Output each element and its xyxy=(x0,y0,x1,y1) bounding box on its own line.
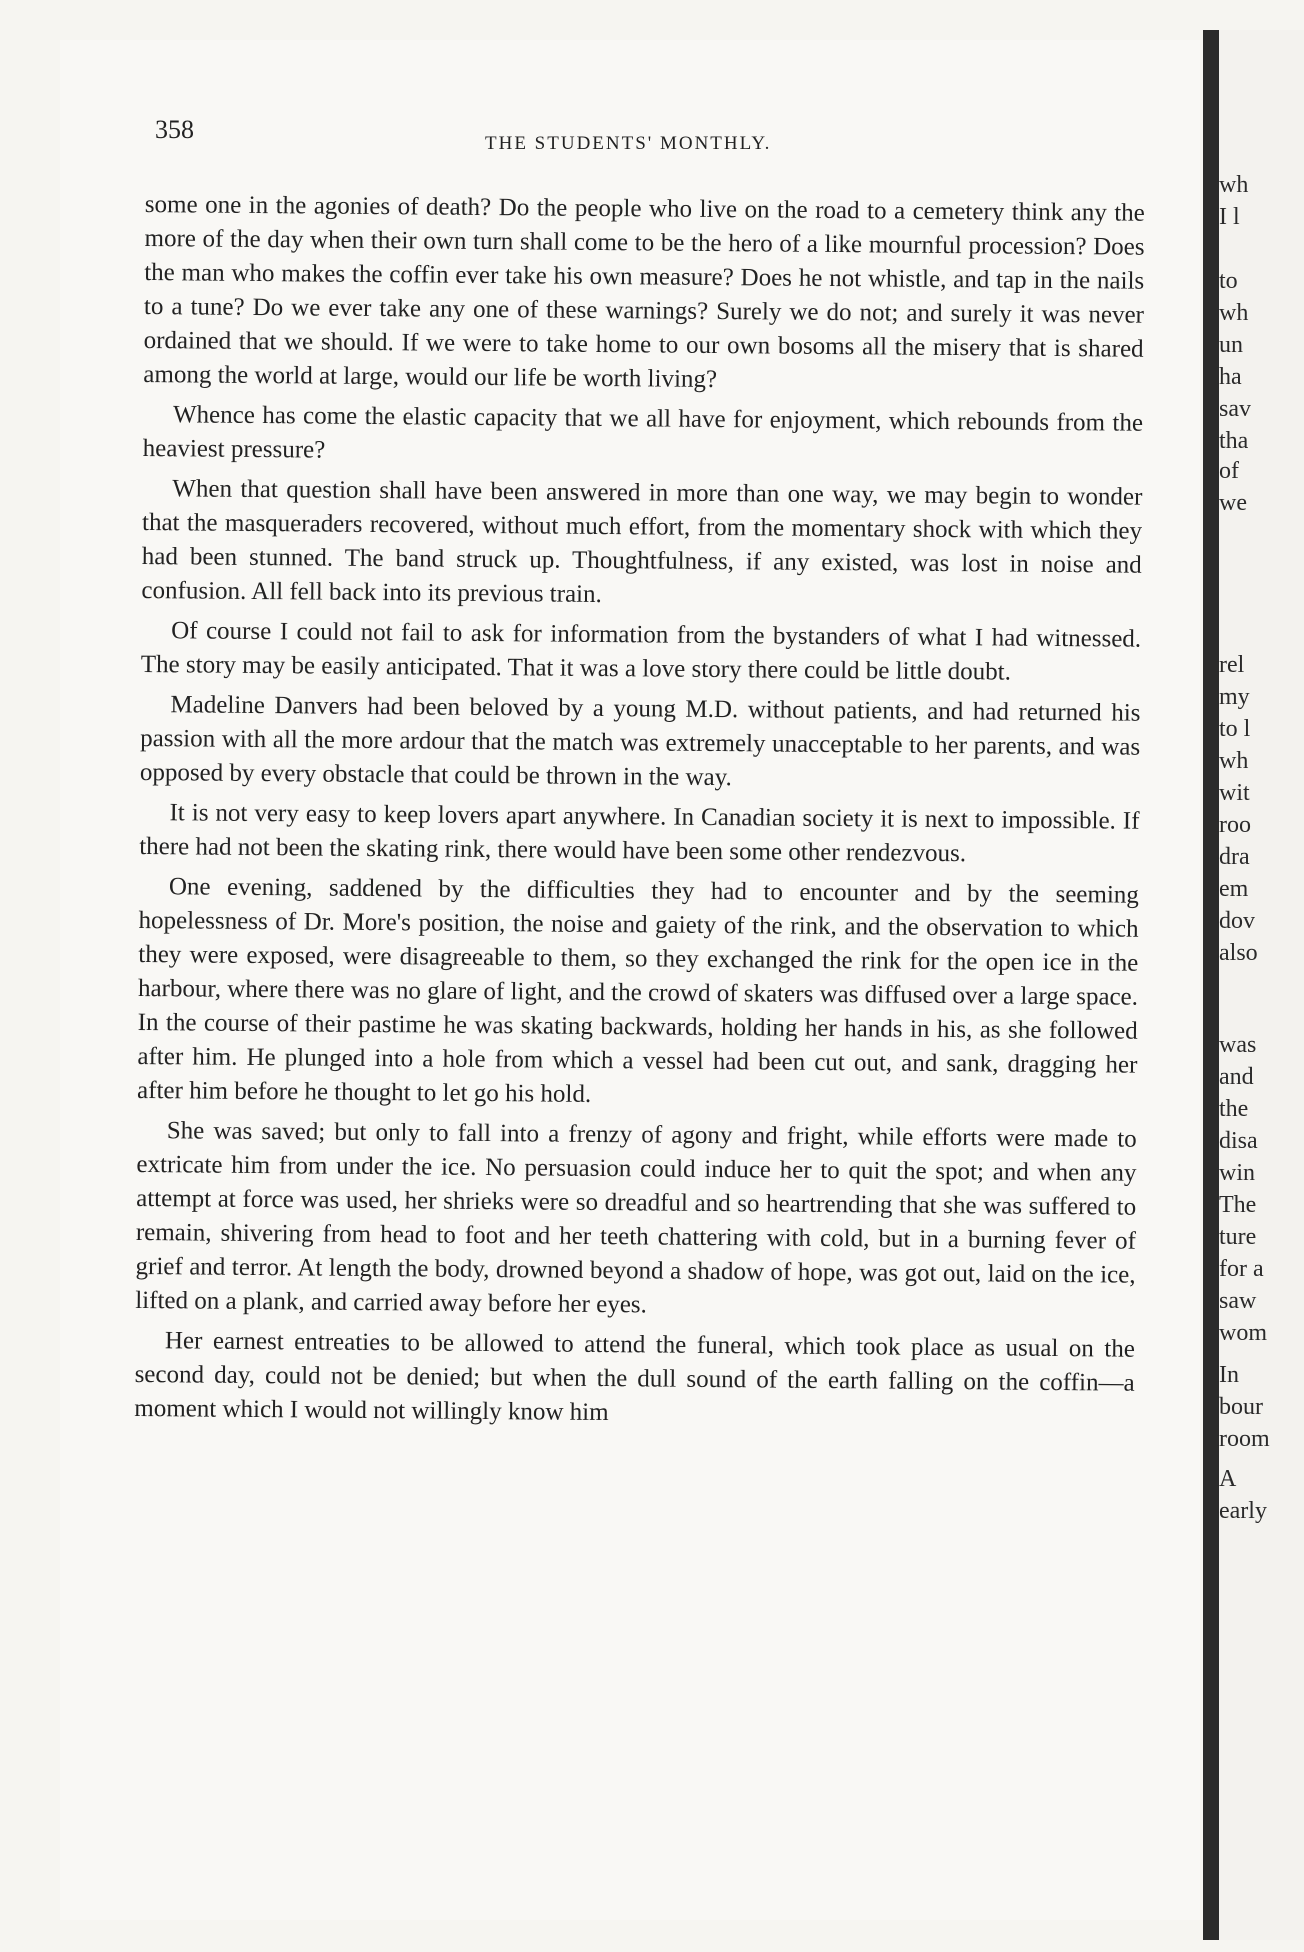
facing-line: the xyxy=(1219,1096,1249,1122)
facing-line: sav xyxy=(1219,396,1251,422)
facing-line: wh xyxy=(1219,300,1249,326)
facing-line: In xyxy=(1219,1362,1239,1388)
page-header xyxy=(155,115,1145,165)
facing-line: tha xyxy=(1219,428,1249,454)
running-head: THE STUDENTS' MONTHLY. xyxy=(485,133,772,154)
paragraph: It is not very easy to keep lovers apart anywhere. In Canadian society it is next to impossible. If there had not been the skating rink, there would have been some other rendezvous. xyxy=(139,799,1140,868)
paragraph: One evening, saddened by the difficulties they had to encounter and by the seeming hopelessness of Dr. More's position, the noise and gaiety of the rink, and the observation to which they were exposed, were disagreeable to them, so they exchanged the rink for the open ice in the harbour, where there was no glare of light, and the crowd of skaters was diffused over a large space. In the course of their pastime he was skating backwards, holding her hands in his, as she followed after him. He plunged into a hole from which a vessel had been cut out, and sank, dragging her after him before he thought to let go his hold. xyxy=(137,873,1139,1108)
paragraph: some one in the agonies of death? Do the people who live on the road to a cemetery think any the more of the day when their own turn shall come to be the hero of a like mournful procession? Does the man who makes the coffin ever take his own measure? Does he not whistle, and tap in the nails to a tune? Do we ever take any one of these warnings? Surely we do not; and surely it was never ordained that we should. If we were to take home to our own bosoms all the misery that is shared among the world at large, would our life be worth living? xyxy=(143,190,1145,393)
book-gutter xyxy=(1203,30,1219,1940)
facing-line: disa xyxy=(1219,1128,1258,1154)
facing-line: dov xyxy=(1219,908,1255,934)
facing-line: ture xyxy=(1219,1224,1257,1250)
facing-line: and xyxy=(1219,1064,1254,1090)
facing-line: also xyxy=(1219,940,1258,966)
facing-line: room xyxy=(1219,1426,1270,1452)
paragraph: When that question shall have been answered in more than one way, we may begin to wonder that the masqueraders recovered, without much effort, from the momentary shock with which they had been stunned. The band struck up. Thoughtfulness, if any existed, was lost in noise and confusion. All fell back into its previous train. xyxy=(141,475,1143,609)
facing-line: my xyxy=(1219,684,1250,710)
facing-line: to xyxy=(1219,268,1238,294)
facing-line: bour xyxy=(1219,1394,1263,1420)
page-number: 358 xyxy=(155,115,194,144)
facing-line: wh xyxy=(1219,172,1249,198)
facing-line: ha xyxy=(1219,364,1242,390)
body-text xyxy=(134,188,1145,1441)
facing-line: wom xyxy=(1219,1320,1267,1346)
facing-line: em xyxy=(1219,876,1249,902)
paragraph: Of course I could not fail to ask for information from the bystanders of what I had witnessed. The story may be easily anticipated. That it was a love story there could be little doubt. xyxy=(140,617,1142,686)
facing-line: of xyxy=(1219,458,1239,484)
facing-page-fragment xyxy=(1219,30,1304,1940)
facing-line: win xyxy=(1219,1160,1255,1186)
facing-line: rel xyxy=(1219,652,1245,678)
facing-line: A xyxy=(1219,1466,1237,1492)
facing-line: un xyxy=(1219,332,1243,358)
facing-line: to l xyxy=(1219,716,1251,742)
facing-line: roo xyxy=(1219,812,1251,838)
paragraph: Madeline Danvers had been beloved by a young M.D. without patients, and had returned his passion with all the more ardour that the match was extremely unacceptable to her parents, and was opposed by every obstacle that could be thrown in the way. xyxy=(139,691,1141,792)
facing-line: dra xyxy=(1219,844,1250,870)
paragraph: She was saved; but only to fall into a frenzy of agony and fright, while efforts were made to extricate him from under the ice. No persuasion could induce her to quit the spot; and when any attempt at force was used, her shrieks were so dreadful and so heartrending that she was suffered to remain, shivering from head to foot and her teeth chattering with cold, but in a burning fever of grief and terror. At length the body, drowned beyond a shadow of hope, was got out, laid on the ice, lifted on a plank, and carried away before her eyes. xyxy=(135,1117,1137,1319)
facing-line: wit xyxy=(1219,780,1250,806)
facing-line: for a xyxy=(1219,1256,1264,1282)
facing-line: saw xyxy=(1219,1288,1257,1314)
facing-line: early xyxy=(1219,1498,1267,1524)
facing-line: wh xyxy=(1219,748,1249,774)
paragraph: Whence has come the elastic capacity that we all have for enjoyment, which rebounds from the heaviest pressure? xyxy=(142,401,1144,464)
facing-line: was xyxy=(1219,1032,1257,1058)
facing-line: I l xyxy=(1219,204,1240,230)
facing-line: we xyxy=(1219,490,1247,516)
paragraph: Her earnest entreaties to be allowed to attend the funeral, which took place as usual on the second day, could not be denied; but when the dull sound of the earth falling on the coffin—a moment which I would not willingly know him xyxy=(134,1327,1136,1427)
facing-line: The xyxy=(1219,1192,1257,1218)
